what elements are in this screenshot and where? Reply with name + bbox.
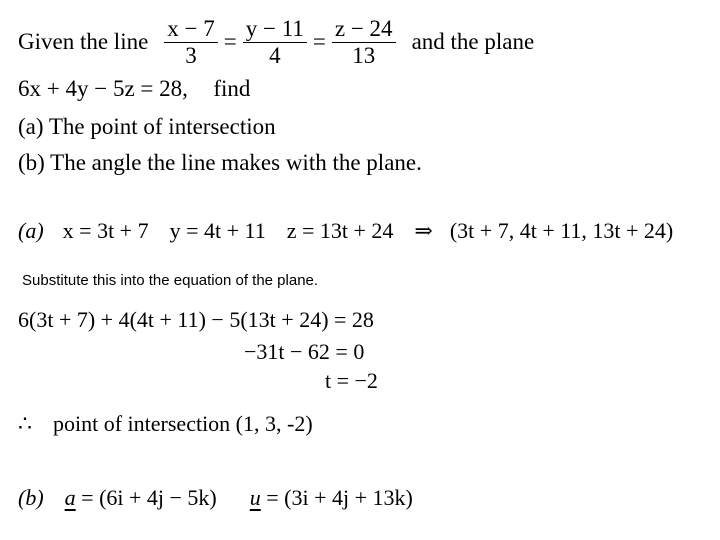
substitution-line-1: 6(3t + 7) + 4(4t + 11) − 5(13t + 24) = 28 — [18, 307, 374, 332]
fraction-x — [164, 16, 217, 69]
plane-equation: 6x + 4y − 5z = 28, — [18, 76, 188, 101]
param-z: z = 13t + 24 — [286, 218, 394, 243]
parametric-line — [18, 218, 673, 244]
vectors-line — [18, 485, 413, 511]
fraction-z-numerator: z − 24 — [332, 16, 396, 43]
part-a-label: (a) — [18, 218, 44, 243]
vector-u-name: u — [249, 485, 261, 510]
equals-sign: = — [223, 29, 237, 54]
implies-arrow: ⇒ — [414, 218, 433, 243]
problem-statement-line1 — [18, 14, 534, 70]
param-y: y = 4t + 11 — [169, 218, 266, 243]
find-text: find — [213, 76, 251, 101]
param-point: (3t + 7, 4t + 11, 13t + 24) — [449, 218, 674, 243]
part-a-question: (a) The point of intersection — [18, 114, 276, 139]
fraction-y — [243, 16, 307, 69]
fraction-y-numerator: y − 11 — [243, 16, 307, 43]
conclusion-text: point of intersection (1, 3, -2) — [53, 411, 313, 436]
plane-equation-line — [18, 76, 250, 102]
substitution-line-3: t = −2 — [325, 368, 378, 393]
part-b-question: (b) The angle the line makes with the plane. — [18, 150, 422, 175]
vector-a-name: a — [64, 485, 76, 510]
substitution-line-2: −31t − 62 = 0 — [244, 339, 365, 364]
intro-text: Given the line — [18, 29, 149, 54]
part-b-label: (b) — [18, 485, 44, 510]
fraction-x-numerator: x − 7 — [164, 16, 217, 43]
and-plane-text: and the plane — [411, 29, 535, 54]
fraction-y-denominator: 4 — [269, 42, 281, 68]
equals-sign: = — [312, 29, 326, 54]
param-x: x = 3t + 7 — [62, 218, 149, 243]
fraction-z — [332, 16, 396, 69]
conclusion-line — [18, 411, 313, 437]
fraction-z-denominator: 13 — [352, 42, 376, 68]
vector-u-expression: = (3i + 4j + 13k) — [260, 485, 413, 510]
fraction-x-denominator: 3 — [185, 42, 197, 68]
vector-a-expression: = (6i + 4j − 5k) — [75, 485, 217, 510]
therefore-symbol: ∴ — [18, 411, 32, 436]
substitute-note: Substitute this into the equation of the plane. — [22, 272, 319, 289]
